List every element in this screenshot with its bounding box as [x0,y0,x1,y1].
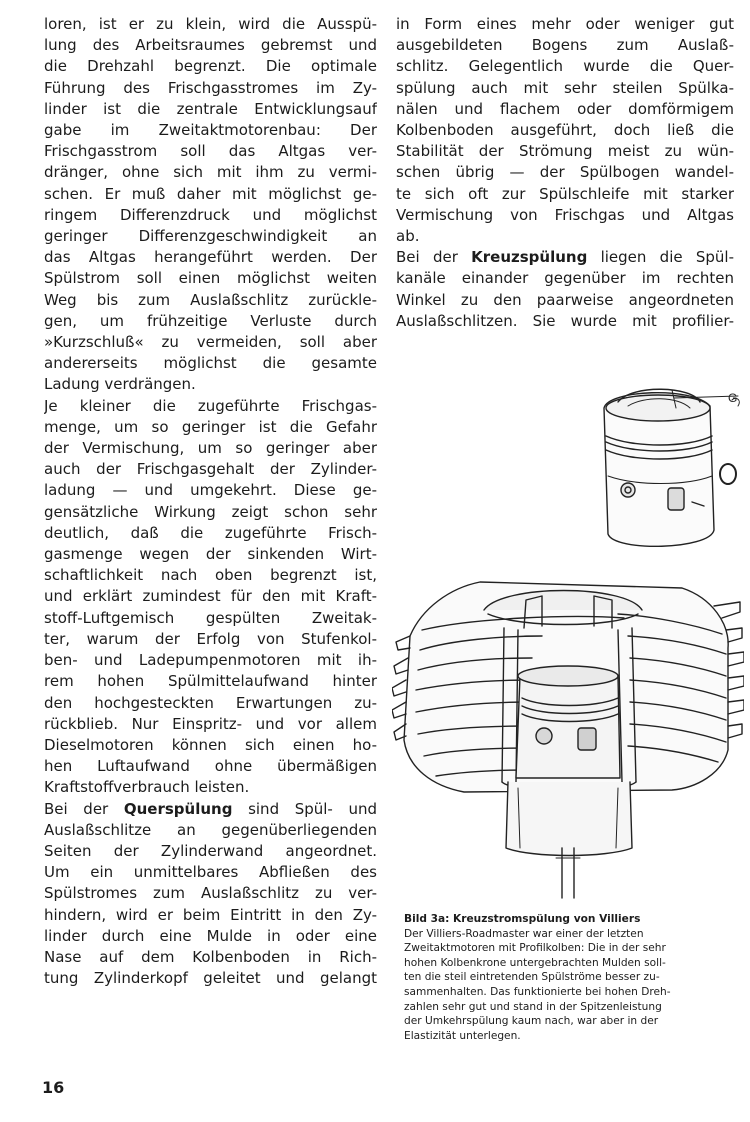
text-line: Winkel zu den paarweise angeordneten [396,290,734,309]
text-line: Kraftstoffverbrauch leisten. [44,778,250,797]
text-line: linder durch eine Mulde in oder eine [44,926,377,945]
text-line: Auslaßschlitzen. Sie wurde mit profilier- [396,311,734,330]
callout-label: G [728,391,738,405]
text-run: Bei der [44,799,124,818]
text-line: rem hohen Spülmittelaufwand hinter [44,672,377,691]
text-line: Weg bis zum Auslaßschlitz zurückle- [44,290,377,309]
caption-line: Zweitaktmotoren mit Profilkolben: Die in der sehr [404,942,666,955]
text-run: liegen die Spül- [587,248,734,267]
text-line: und erklärt zumindest für den mit Kraft- [44,587,377,606]
right-column [396,14,734,332]
text-line: hindern, wird er beim Eintritt in den Zy- [44,905,377,924]
text-line: rückblieb. Nur Einspritz- und vor allem [44,714,377,733]
text-line: geringer Differenzgeschwindigkeit an [44,227,377,246]
text-line: schlitz. Gelegentlich wurde die Quer- [396,57,734,76]
page-number: 16 [42,1078,65,1097]
text-line: Auslaßschlitze an gegenüberliegenden [44,820,377,839]
text-line: stoff-Luftgemisch gespülten Zweitak- [44,608,377,627]
paragraph-scavenging-flow [44,14,377,396]
text-line [44,799,377,820]
text-line: loren, ist er zu klein, wird die Ausspü- [44,15,377,33]
paragraph-scavenging-arc [396,14,734,247]
text-line: der Vermischung, um so geringer aber [44,439,377,458]
text-line: Dieselmotoren können sich einen ho- [44,735,377,754]
text-line: das Altgas herangeführt werden. Der [44,248,377,267]
caption-line: der Umkehrspülung kaum nach, war aber in der [404,1015,659,1028]
text-line: ab. [396,227,420,246]
text-line: Frischgasstrom soll das Altgas ver- [44,142,377,161]
text-line: »Kurzschluß« zu vermeiden, soll aber [44,333,377,352]
cylinder-illustration [392,378,744,903]
caption-line: Der Villiers-Roadmaster war einer der letzten [404,927,644,940]
text-line: Spülstrom soll einen möglichst weiten [44,269,377,288]
keyword-querspuelung: Querspülung [123,799,233,818]
text-line: Nase auf dem Kolbenboden in Rich- [44,947,377,966]
text-line: dränger, ohne sich mit ihm zu vermi- [44,163,377,182]
text-line: deutlich, daß die zugeführte Frisch- [44,523,377,542]
engine-drawing [392,378,744,903]
text-line: schaftlichkeit nach oben begrenzt ist, [44,566,377,585]
text-line: Führung des Frischgasstromes im Zy- [44,78,377,97]
text-line: Seiten der Zylinderwand angeordnet. [44,841,377,860]
text-line [396,247,734,268]
text-line: lung des Arbeitsraumes gebremst und [44,36,377,55]
caption-title: Bild 3a: Kreuzstromspülung von Villiers [404,913,641,925]
text-line: Vermischung von Frischgas und Altgas [396,205,734,224]
keyword-kreuzspuelung: Kreuzspülung [471,248,588,267]
text-line: die Drehzahl begrenzt. Die optimale [44,57,377,76]
text-line: auch der Frischgasgehalt der Zylinder- [44,460,377,479]
text-line: hen Luftaufwand ohne übermäßigen [44,757,377,776]
text-line: schen. Er muß daher mit möglichst ge- [44,184,377,203]
text-line: Ladung verdrängen. [44,375,196,394]
text-line: nälen und flachem oder domförmigem [396,99,734,118]
left-column [44,14,377,989]
text-line: tung Zylinderkopf geleitet und gelangt [44,969,377,988]
paragraph-fresh-gas-amount [44,396,377,799]
text-line: gensätzliche Wirkung zeigt schon sehr [44,502,377,521]
text-line: Stabilität der Strömung meist zu wün- [396,142,734,161]
caption-line: Elastizität unterlegen. [404,1029,521,1042]
text-line: schen übrig — der Spülbogen wandel- [396,163,734,182]
text-line: Kolbenboden ausgeführt, doch ließ die [396,121,734,140]
text-line: spülung auch mit sehr steilen Spülka- [396,78,734,97]
paragraph-cross-scavenging [44,799,377,990]
paragraph-kreuzspuelung [396,247,734,332]
text-line: ladung — und umgekehrt. Diese ge- [44,481,377,500]
text-line: gabe im Zweitaktmotorenbau: Der [44,121,377,140]
text-line: Spülstromes zum Auslaßschlitz zu ver- [44,884,377,903]
text-line: te sich oft zur Spülschleife mit starker [396,184,734,203]
cylinder-block [392,582,744,898]
text-run: Bei der [396,248,472,267]
text-run: sind Spül- und [232,799,377,818]
text-line: ringem Differenzdruck und möglichst [44,205,377,224]
text-line: den hochgesteckten Erwartungen zu- [44,693,377,712]
text-line: in Form eines mehr oder weniger gut [396,15,734,33]
caption-line: ten die steil eintretenden Spülströme besser zu- [404,971,660,984]
text-line: linder ist die zentrale Entwicklungsauf [44,99,377,118]
text-line: ben- und Ladepumpenmotoren mit ih- [44,651,377,670]
text-line: ausgebildeten Bogens zum Auslaß- [396,36,734,55]
figure-caption [404,912,738,1043]
text-line: andererseits möglichst die gesamte [44,354,377,373]
text-line: ter, warum der Erfolg von Stufenkol- [44,629,377,648]
caption-line: sammenhalten. Das funktionierte bei hohen Dreh- [404,985,671,998]
text-line: kanäle einander gegenüber im rechten [396,269,734,288]
text-line: gen, um frühzeitige Verluste durch [44,311,377,330]
caption-line: zahlen sehr gut und stand in der Spitzenleistung [404,1000,662,1013]
piston-detail [604,389,739,546]
text-line: gasmenge wegen der sinkenden Wirt- [44,545,377,564]
caption-line: hohen Kolbenkrone untergebrachten Mulden soll- [404,956,666,969]
text-line: Je kleiner die zugeführte Frischgas- [44,396,377,415]
text-line: Um ein unmittelbares Abfließen des [44,863,377,882]
text-line: menge, um so geringer ist die Gefahr [44,417,377,436]
